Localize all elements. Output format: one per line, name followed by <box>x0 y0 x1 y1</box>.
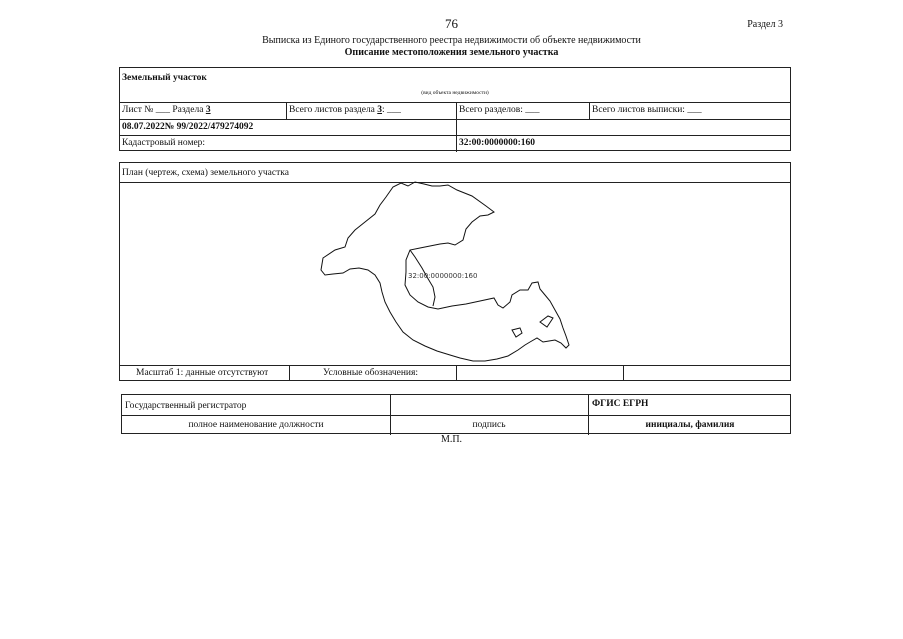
object-type-caption: (вид объекта недвижимости) <box>421 90 489 96</box>
date-and-number: 08.07.2022№ 99/2022/479274092 <box>122 122 254 132</box>
initials-caption: инициалы, фамилия <box>645 420 735 430</box>
notch-1 <box>512 328 522 337</box>
plan-title: План (чертеж, схема) земельного участка <box>122 168 289 178</box>
parcel-label: 32:00:0000000:160 <box>408 272 478 280</box>
stamp-place: М.П. <box>440 434 463 445</box>
total-sheets-section: Всего листов раздела 3: ___ <box>289 105 402 115</box>
total-extract-sheets: Всего листов выписки: ___ <box>592 105 702 115</box>
cadastral-label: Кадастровый номер: <box>122 138 206 148</box>
notch-2 <box>540 316 553 327</box>
position-caption: полное наименование должности <box>188 420 324 430</box>
registrar-org: ФГИС ЕГРН <box>592 399 649 409</box>
legend-label: Условные обозначения: <box>323 368 419 378</box>
cadastral-number: 32:00:0000000:160 <box>459 138 535 148</box>
scale-label: Масштаб 1: данные отсутствуют <box>136 368 269 378</box>
page-number: 76 <box>445 16 458 31</box>
document-subtitle: Описание местоположения земельного участка <box>344 47 559 58</box>
document-title: Выписка из Единого государственного реестра недвижимости об объекте недвижимости <box>262 35 641 46</box>
section-label: Раздел 3 <box>747 19 783 30</box>
signature-table <box>121 394 791 434</box>
registrar-position: Государственный регистратор <box>125 401 247 411</box>
total-sections: Всего разделов: ___ <box>459 105 540 115</box>
sheet-number: Лист № ___ Раздела 3 <box>122 105 211 115</box>
object-type: Земельный участок <box>122 73 207 83</box>
signature-caption: подпись <box>472 420 506 430</box>
